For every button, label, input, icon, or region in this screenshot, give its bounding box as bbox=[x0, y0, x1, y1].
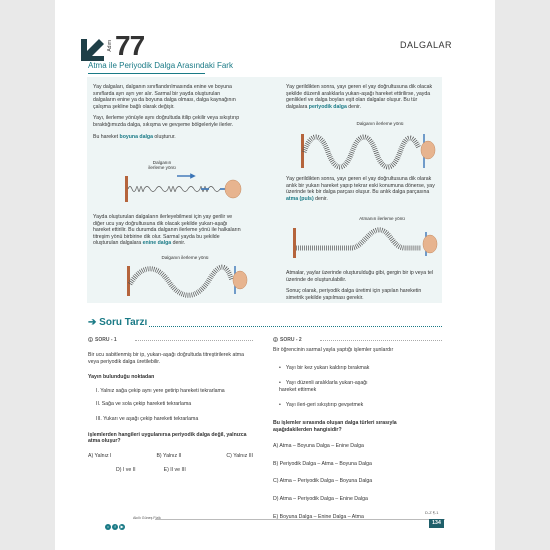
answer-option[interactable]: D) Atma – Periyodik Dalga – Enine Dalga bbox=[273, 495, 368, 502]
section-title: ➔ Soru Tarzı bbox=[88, 317, 148, 328]
page bbox=[55, 0, 495, 550]
youtube-icon[interactable]: ▶ bbox=[120, 524, 124, 529]
figure-label: Dalganın ilerleme yönü bbox=[356, 121, 404, 126]
figure-label: Dalganın ilerleme yönü bbox=[161, 255, 209, 260]
question-2-divider bbox=[320, 340, 442, 341]
figure-label: Atmanın ilerleme yönü bbox=[359, 216, 405, 221]
instagram-icon[interactable]: ○ bbox=[106, 524, 110, 529]
highlight-term: periyodik dalga bbox=[308, 103, 347, 110]
answer-option[interactable]: B) Yalnız II bbox=[156, 452, 182, 459]
question-1-divider bbox=[135, 340, 253, 341]
info-paragraph: Yay gerildikten sonra, yayı geren el yay doğrultusuna dik olarak anlık bir yukarı hareket yapıp tekrar eski konumuna dönerse, yay üzerinde tek bir dalga parçası oluşur. Bu anlık dalga parçasına atma (puls) denir. bbox=[286, 176, 435, 202]
info-paragraph: Bu hareket boyuna dalga oluşturur. bbox=[93, 133, 176, 140]
answer-option[interactable]: E) Boyuna Dalga – Enine Dalga – Atma bbox=[273, 513, 364, 520]
answer-option[interactable]: A) Yalnız I bbox=[88, 452, 112, 459]
info-paragraph: Sonuç olarak, periyodik dalga üretimi için yapılan hareketin simetrik şekilde yapılması gerekir. bbox=[286, 288, 422, 301]
topic-title: Atma ile Periyodik Dalga Arasındaki Fark bbox=[88, 61, 233, 70]
info-left-bottom bbox=[93, 214, 243, 252]
question-1-options bbox=[88, 453, 253, 460]
question-1-stem: Bir ucu sabitlenmiş bir ip, yukarı-aşağı doğrultuda titreştirilerek atma veya periyodik dalga üretilebilir. bbox=[88, 352, 244, 365]
question-2-header: 2 SORU - 2 bbox=[274, 337, 302, 343]
longitudinal-wave-figure bbox=[125, 172, 245, 206]
info-right-middle bbox=[286, 176, 436, 207]
pulse-wave-figure bbox=[293, 222, 438, 262]
social-icons bbox=[105, 515, 126, 533]
answer-option[interactable]: C) Yalnız III bbox=[226, 452, 253, 459]
info-paragraph: Yay dalgaları, dalganın sınıflandırılmasında enine ve boyuna sınıflarda ayrı ayrı yer alır. Sarmal bir yayda oluşturulan dalgaların enine ya da boyuna dalga olması, dalga kaynağının çalışma şekline bağlı olarak değişir. bbox=[93, 84, 236, 110]
info-paragraph: Atmalar, yaylar üzerinde oluşturulduğu gibi, gergin bir ip veya tel üzerinde de oluşturulabilir. bbox=[286, 270, 434, 283]
answer-option[interactable]: C) Atma – Periyodik Dalga – Boyuna Dalga bbox=[273, 478, 373, 485]
figure-label: Dalganın ilerleme yönü bbox=[148, 160, 176, 171]
footer-divider bbox=[155, 519, 445, 520]
facebook-icon[interactable]: f bbox=[112, 524, 118, 530]
question-2-bullet: • Yayı düzenli aralıklarla yukarı-aşağı hareket ettirmek bbox=[273, 380, 373, 393]
step-number: 77 bbox=[115, 30, 145, 61]
answer-option[interactable]: B) Periyodik Dalga – Atma – Boyuna Dalga bbox=[273, 460, 372, 467]
answer-option[interactable]: E) II ve III bbox=[163, 467, 186, 474]
question-1-item: II. Sağa ve sola çekip hareketi tekrarlama bbox=[96, 401, 192, 408]
answer-option[interactable]: A) Atma – Boyuna Dalga – Enine Dalga bbox=[273, 443, 364, 450]
topic-underline bbox=[88, 73, 205, 74]
question-2-stem: Bir öğrencinin sarmal yayla yaptığı işlemler şunlardır bbox=[273, 347, 394, 353]
subject-title: DALGALAR bbox=[399, 40, 452, 50]
info-paragraph: Yayda oluşturulan dalgaların ilerleyebilmesi için yay gerilir ve diğer ucu yay doğrultusuna dik olacak şekilde yukarı-aşağı hareket ettirilir. Bu durumda dalganın ilerleme yönü ile halkaların titreşim yönü birbirine dik olur. Sarmal yayda bu şekilde oluşturulan dalgalara enine dalga denir. bbox=[93, 214, 241, 247]
question-1-body bbox=[88, 352, 256, 474]
question-1-question: işlemlerden hangileri uygulanırsa periyodik dalga değil, yalnızca atma oluşur? bbox=[88, 431, 247, 445]
info-left-top bbox=[93, 84, 243, 145]
section-divider bbox=[149, 326, 442, 327]
question-2-bullet: • Yayı bir kez yukarı kaldırıp bırakmak bbox=[273, 365, 441, 372]
info-paragraph: Yay gerildikten sonra, yayı geren el yay doğrultusuna dik olacak şekilde düzenli aralıklarla yukarı-aşağı hareket ettirilirse, yayda genliklerl ve dalga boyları eşit olan dalgalar oluşur. Bu tür dalgalara periyodik dalga denir. bbox=[286, 84, 433, 110]
page-number: 134 bbox=[429, 519, 444, 528]
info-paragraph: Yayı, ilerleme yönüyle aynı doğrultuda itilip çekilir veya sıkıştırıp bıraktığımızda dalga, sıkışma ve gevşeme bölgeleriyle ilerler. bbox=[93, 115, 240, 128]
question-1-lead: Yayın bulunduğu noktadan bbox=[88, 374, 155, 381]
periodic-wave-figure bbox=[301, 128, 436, 174]
question-2-question: Bu işlemler sırasında oluşan dalga türleri sırasıyla aşağıdakilerden hangisidir? bbox=[273, 419, 397, 433]
answer-option[interactable]: D) I ve II bbox=[116, 467, 136, 474]
question-2-body bbox=[273, 347, 441, 520]
question-2-bullet: • Yayı ileri-geri sıkıştırıp gevşetmek bbox=[273, 402, 441, 409]
question-1-item: I. Yalnız sağa çekip aynı yere getirip hareketi tekrarlama bbox=[96, 387, 225, 394]
highlight-term: boyuna dalga bbox=[119, 133, 153, 140]
question-1-header: 1 SORU - 1 bbox=[89, 337, 117, 343]
highlight-term: enine dalga bbox=[142, 240, 172, 247]
info-right-bottom bbox=[286, 270, 436, 306]
arrow-down-right-icon bbox=[79, 37, 109, 61]
transverse-wave-figure bbox=[127, 262, 247, 300]
answer-key: D-Z ¶-1 bbox=[425, 510, 439, 515]
question-1-item: III. Yukarı ve aşağı çekip hareketi tekrarlama bbox=[96, 415, 199, 422]
step-label: Adım bbox=[107, 40, 113, 52]
highlight-term: atma (puls) bbox=[286, 195, 314, 202]
info-right-top bbox=[286, 84, 436, 115]
question-1-options bbox=[88, 467, 256, 474]
footer-link[interactable]: Akıllı Güneş Fizik bbox=[133, 516, 161, 520]
